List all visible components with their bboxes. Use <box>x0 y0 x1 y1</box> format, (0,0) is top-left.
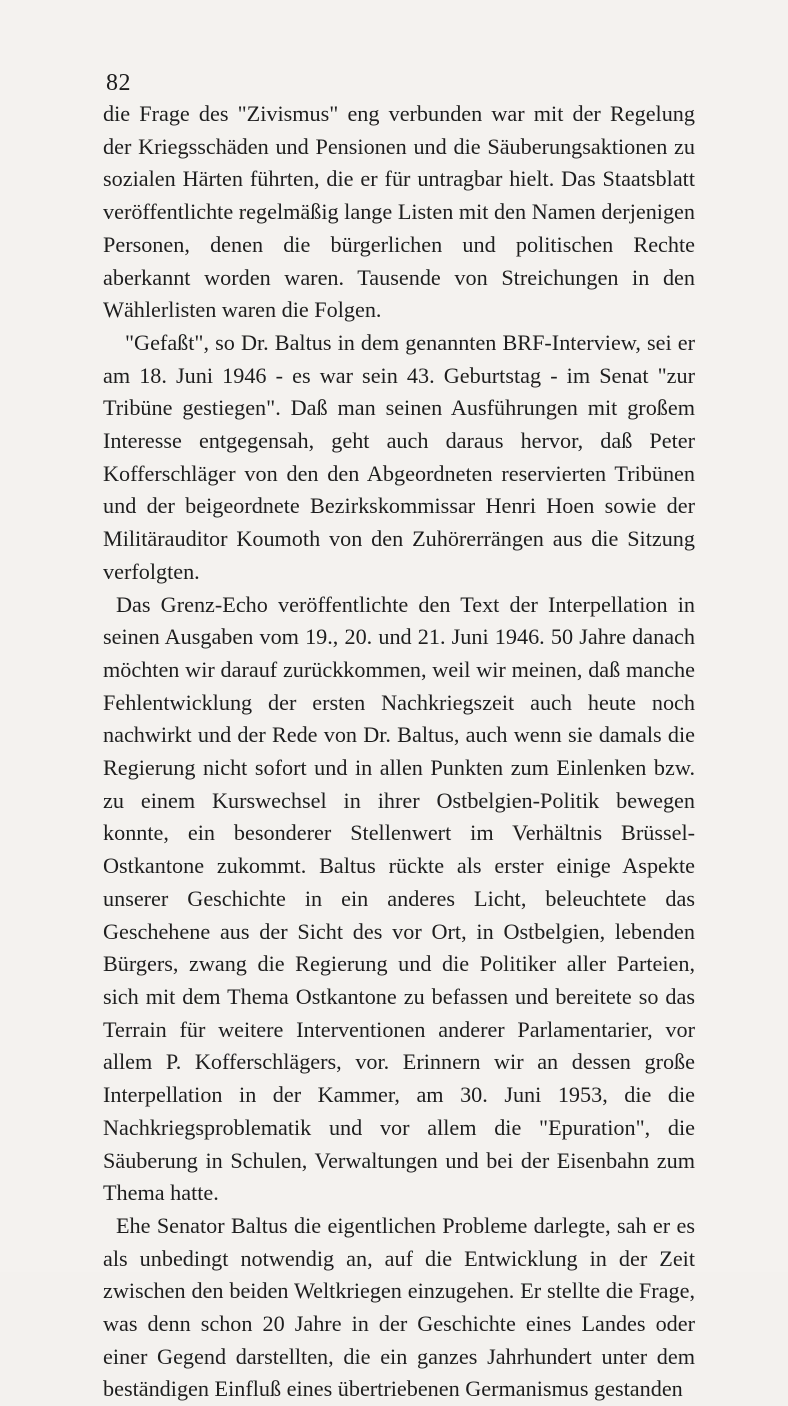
page-number: 82 <box>106 70 131 96</box>
paragraph-4: Ehe Senator Baltus die eigentlichen Probleme darlegte, sah er es als unbedingt notwendig an, auf die Entwicklung in der Zeit zwischen den beiden Weltkriegen einzugehen. Er stellte die Frage, was denn schon 20 Jahre in der Geschichte eines Landes oder einer Gegend darstellten, die ein ganzes Jahrhundert unter dem beständigen Einfluß eines übertriebenen Germanismus gestanden <box>103 1212 695 1402</box>
paragraph-2: "Gefaßt", so Dr. Baltus in dem genannten BRF-Interview, sei er am 18. Juni 1946 - es war sein 43. Geburtstag - im Senat "zur Tribüne gestiegen". Daß man seinen Ausführungen mit großem Interesse entgegensah, geht auch daraus hervor, daß Peter Kofferschläger von den den Abgeordneten reservierten Tribünen und der beigeordnete Bezirkskommissar Henri Hoen sowie der Militärauditor Koumoth von den Zuhörerrängen aus die Sitzung verfolgten. <box>103 329 695 584</box>
paragraph-3: Das Grenz-Echo veröffentlichte den Text der Interpellation in seinen Ausgaben vom 19., 20. und 21. Juni 1946. 50 Jahre danach möchten wir darauf zurückkommen, weil wir meinen, daß manche Fehlentwicklung der ersten Nachkriegszeit auch heute noch nachwirkt und der Rede von Dr. Baltus, auch wenn sie damals die Regierung nicht sofort und in allen Punkten zum Einlenken bzw. zu einem Kurswechsel in ihrer Ostbelgien-Politik bewegen konnte, ein besonderer Stellenwert im Verhältnis Brüssel-Ostkantone zukommt. Baltus rückte als erster einige Aspekte unserer Geschichte in ein anderes Licht, beleuchtete das Geschehene aus der Sicht des vor Ort, in Ostbelgien, lebenden Bürgers, zwang die Regierung und die Politiker aller Parteien, sich mit dem Thema Ostkantone zu befassen und bereitete so das Terrain für weitere Interventionen anderer Parlamentarier, vor allem P. Kofferschlägers, vor. Erinnern wir an dessen große Interpellation in der Kammer, am 30. Juni 1953, die die Nachkriegsproblematik und vor allem die "Epuration", die Säuberung in Schulen, Verwaltungen und bei der Eisenbahn zum Thema hatte. <box>103 591 695 1206</box>
body-text <box>103 98 695 1406</box>
paragraph-1: die Frage des "Zivismus" eng verbunden war mit der Regelung der Kriegsschäden und Pensionen und die Säuberungsaktionen zu sozialen Härten führten, die er für untragbar hielt. Das Staatsblatt veröffentlichte regelmäßig lange Listen mit den Namen derjenigen Personen, denen die bürgerlichen und politischen Rechte aberkannt worden waren. Tausende von Streichungen in den Wählerlisten waren die Folgen. <box>103 101 695 323</box>
